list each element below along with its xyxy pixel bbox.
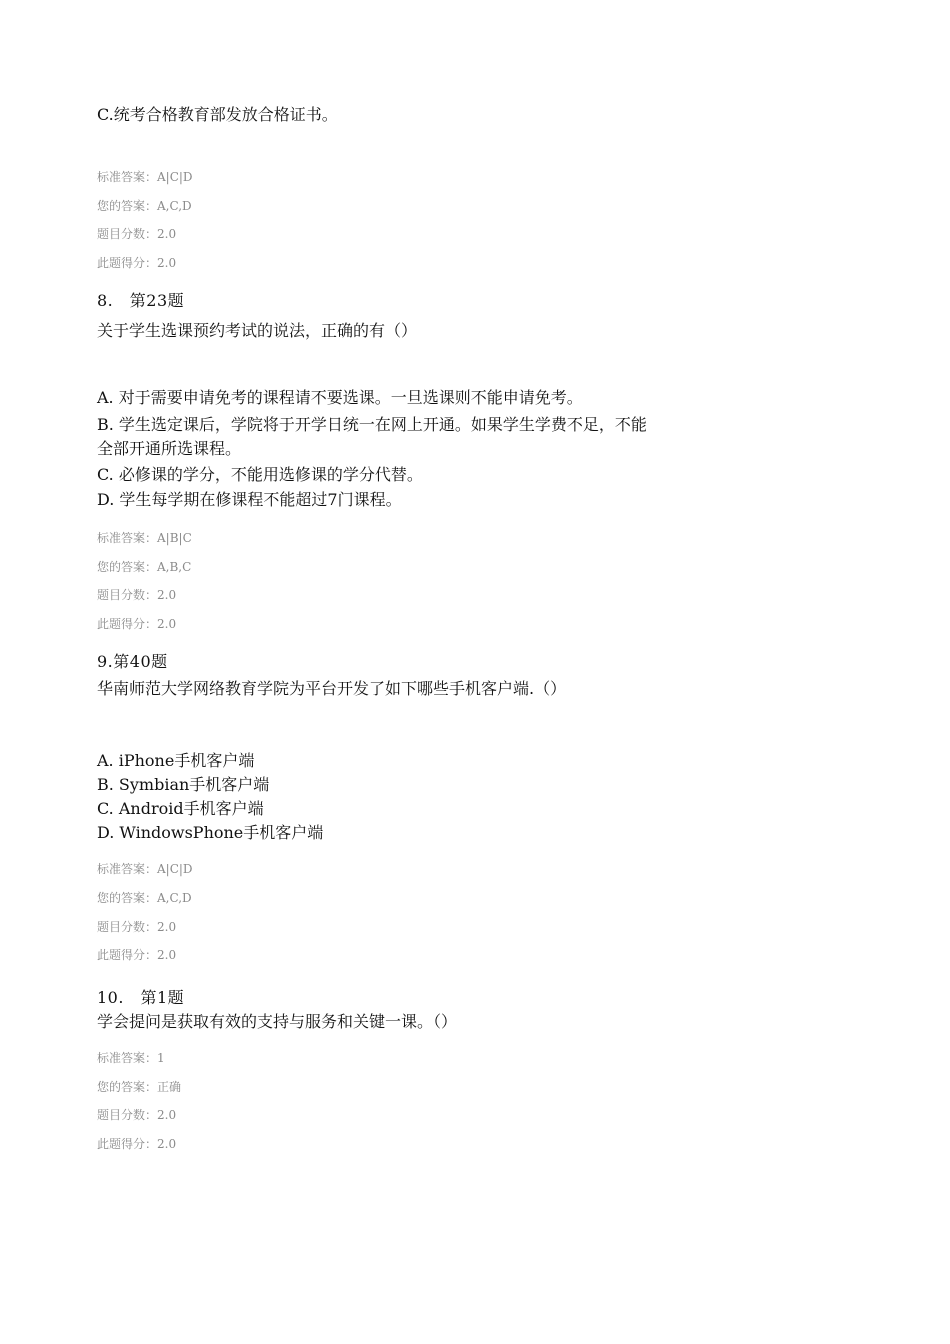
q9-standard-answer: 标准答案：A|C|D xyxy=(97,862,193,876)
q8-title: 8. 第23题 xyxy=(97,291,185,310)
prev-your-answer: 您的答案：A,C,D xyxy=(97,199,192,213)
q8-option-d: D. 学生每学期在修课程不能超过7门课程。 xyxy=(97,490,402,509)
q9-title: 9.第40题 xyxy=(97,652,168,671)
q10-title: 10. 第1题 xyxy=(97,988,185,1007)
q9-earned-score: 此题得分：2.0 xyxy=(97,948,177,962)
q8-option-a: A. 对于需要申请免考的课程请不要选课。一旦选课则不能申请免考。 xyxy=(97,388,583,407)
q9-option-c: C. Android手机客户端 xyxy=(97,799,264,818)
q10-your-answer: 您的答案：正确 xyxy=(97,1080,182,1094)
prev-option-c: C.统考合格教育部发放合格证书。 xyxy=(97,105,338,124)
q8-your-answer: 您的答案：A,B,C xyxy=(97,560,192,574)
q9-option-d: D. WindowsPhone手机客户端 xyxy=(97,823,324,842)
q8-question: 关于学生选课预约考试的说法，正确的有（） xyxy=(97,321,418,340)
q10-question: 学会提问是获取有效的支持与服务和关键一课。（） xyxy=(97,1012,458,1031)
q8-standard-answer: 标准答案：A|B|C xyxy=(97,531,192,545)
q9-option-b: B. Symbian手机客户端 xyxy=(97,775,270,794)
q10-standard-answer: 标准答案：1 xyxy=(97,1051,165,1065)
q8-earned-score: 此题得分：2.0 xyxy=(97,617,177,631)
q9-option-a: A. iPhone手机客户端 xyxy=(97,751,255,770)
q9-your-answer: 您的答案：A,C,D xyxy=(97,891,192,905)
prev-standard-answer: 标准答案：A|C|D xyxy=(97,170,193,184)
prev-question-score: 题目分数：2.0 xyxy=(97,227,177,241)
q8-option-b: B. 学生选定课后，学院将于开学日统一在网上开通。如果学生学费不足，不能 xyxy=(97,415,647,434)
prev-earned-score: 此题得分：2.0 xyxy=(97,256,177,270)
q8-option-c: C. 必修课的学分，不能用选修课的学分代替。 xyxy=(97,465,423,484)
q9-question: 华南师范大学网络教育学院为平台开发了如下哪些手机客户端.（） xyxy=(97,679,567,698)
q10-question-score: 题目分数：2.0 xyxy=(97,1108,177,1122)
q10-earned-score: 此题得分：2.0 xyxy=(97,1137,177,1151)
q8-question-score: 题目分数：2.0 xyxy=(97,588,177,602)
q8-option-b-cont: 全部开通所选课程。 xyxy=(97,439,242,458)
q9-question-score: 题目分数：2.0 xyxy=(97,920,177,934)
